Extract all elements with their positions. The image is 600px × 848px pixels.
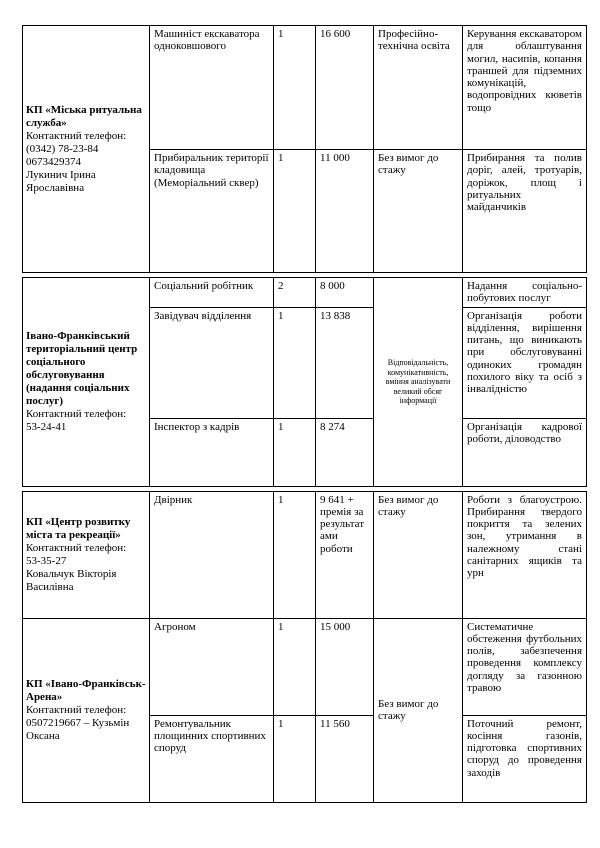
duties-cell: Надання соціально-побутових послуг — [463, 278, 587, 308]
table-row — [23, 491, 587, 618]
count-cell: 1 — [274, 715, 316, 802]
position-cell: Агроном — [150, 618, 274, 715]
org-name: КП «Міська ритуальна служба» — [26, 103, 142, 129]
table-row — [23, 618, 587, 715]
org-name: Івано-Франківський територіальний центр соціального обслуговування (надання соціальних послуг) — [26, 329, 138, 407]
count-cell: 1 — [274, 491, 316, 618]
salary-cell: 13 838 — [316, 307, 374, 418]
duties-cell: Організація роботи відділення, вирішення питань, що виникають при обслуговуванні одиноких громадян похилого віку та осіб з інвалідністю — [463, 307, 587, 418]
position-cell: Машиніст екскаватора одноковшового — [150, 26, 274, 150]
contact-person: Лукинич Ірина Ярославівна — [26, 168, 96, 194]
phone-label: Контактний телефон: — [26, 541, 127, 554]
phone-number: 53-35-27 — [26, 554, 67, 567]
duties-cell: Роботи з благоустрою. Прибирання твердого покриття та зелених зон, утримання в належному стані санітарних ящиків та урн — [463, 491, 587, 618]
salary-cell: 8 274 — [316, 418, 374, 486]
duties-cell: Прибирання та полив доріг, алей, тротуарів, доріжок, площ і ритуальних майданчиків — [463, 150, 587, 273]
vacancies-table — [22, 25, 587, 803]
contact-person: Ковальчук Вікторія Василівна — [26, 567, 117, 593]
salary-cell: 11 000 — [316, 150, 374, 273]
table-row — [23, 278, 587, 308]
duties-cell: Поточний ремонт, косіння газонів, підготовка спортивних споруд до проведення заходів — [463, 715, 587, 802]
phone-number: 53-24-41 — [26, 420, 67, 433]
phone-label: Контактний телефон: — [26, 407, 127, 420]
phone-label: Контактний телефон: — [26, 703, 127, 716]
count-cell: 2 — [274, 278, 316, 308]
org-name: КП «Івано-Франківськ-Арена» — [26, 677, 146, 703]
position-cell: Ремонтувальник площинних спортивних споруд — [150, 715, 274, 802]
requirements-cell: Без вимог до стажу — [374, 491, 463, 618]
position-cell: Прибиральник території кладовища (Меморіальний сквер) — [150, 150, 274, 273]
position-cell: Двірник — [150, 491, 274, 618]
position-cell: Соціальний робітник — [150, 278, 274, 308]
phone-number: (0342) 78-23-84 — [26, 142, 99, 155]
org-cell — [23, 491, 150, 618]
table-row — [23, 26, 587, 150]
shared-requirements-cell: Без вимог до стажу — [374, 618, 463, 802]
shared-requirements-cell: Відповідальність, комунікативність, вміння аналізувати великий обсяг інформації — [374, 278, 463, 487]
salary-cell: 11 560 — [316, 715, 374, 802]
requirements-cell: Професійно-технічна освіта — [374, 26, 463, 150]
position-cell: Інспектор з кадрів — [150, 418, 274, 486]
position-cell: Завідувач відділення — [150, 307, 274, 418]
contact-person: 0507219667 – Кузьмін Оксана — [26, 716, 130, 742]
salary-cell: 8 000 — [316, 278, 374, 308]
count-cell: 1 — [274, 26, 316, 150]
salary-cell: 9 641 + премія за результатами роботи — [316, 491, 374, 618]
phone-label: Контактний телефон: — [26, 129, 127, 142]
duties-cell: Керування екскаватором для облаштування могил, насипів, копання траншей для підземних комунікацій, водопровідних кюветів тощо — [463, 26, 587, 150]
count-cell: 1 — [274, 150, 316, 273]
org-cell — [23, 26, 150, 273]
count-cell: 1 — [274, 307, 316, 418]
salary-cell: 15 000 — [316, 618, 374, 715]
salary-cell: 16 600 — [316, 26, 374, 150]
org-cell — [23, 278, 150, 487]
duties-cell: Організація кадрової роботи, діловодство — [463, 418, 587, 486]
count-cell: 1 — [274, 618, 316, 715]
requirements-cell: Без вимог до стажу — [374, 150, 463, 273]
phone-number: 0673429374 — [26, 155, 81, 168]
count-cell: 1 — [274, 418, 316, 486]
org-cell — [23, 618, 150, 802]
org-name: КП «Центр розвитку міста та рекреації» — [26, 515, 131, 541]
duties-cell: Систематичне обстеження футбольних полів, забезпечення проведення комплексу догляду за газонною травою — [463, 618, 587, 715]
